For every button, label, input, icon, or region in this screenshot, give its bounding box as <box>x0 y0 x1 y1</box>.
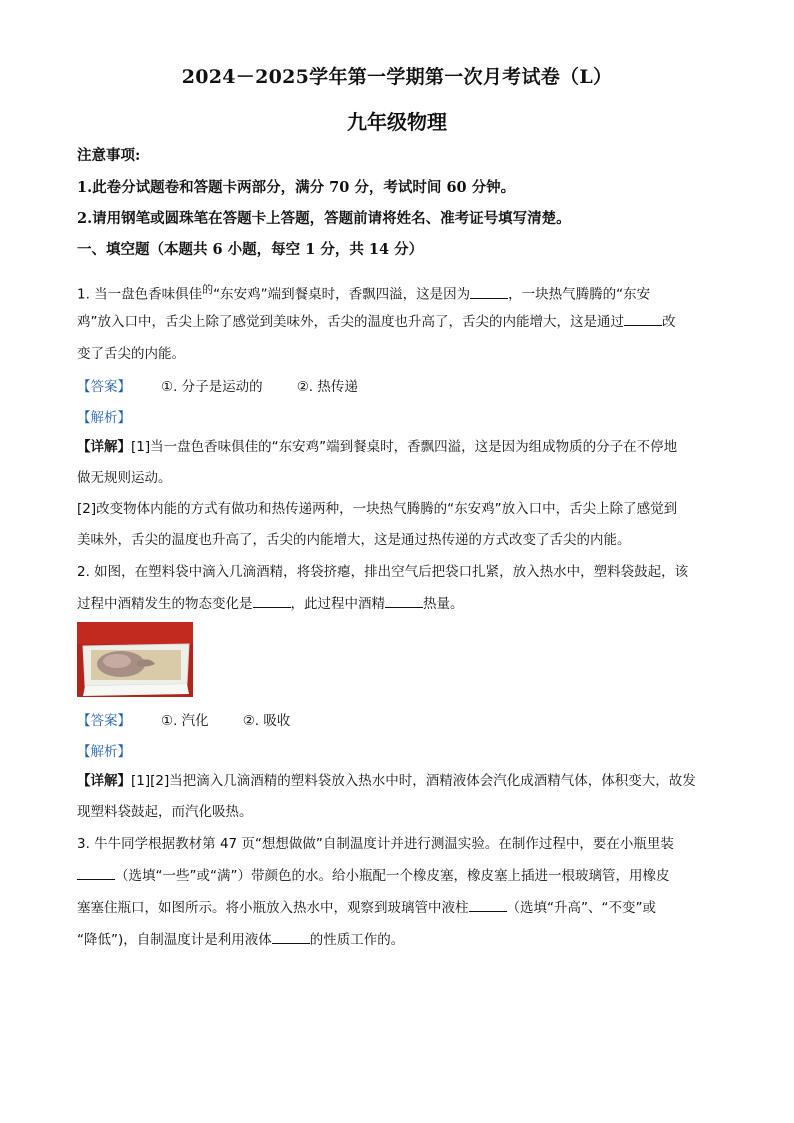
q2-blank-2[interactable] <box>385 594 423 608</box>
q1-line-2: 鸡”放入口中，舌尖上除了感觉到美味外，舌尖的温度也升高了，舌尖的内能增大，这是通过 改 <box>77 314 676 330</box>
q1-answer <box>77 375 392 395</box>
q2-detail-1b: 现塑料袋鼓起，而汽化吸热。 <box>77 804 253 820</box>
plastic-bag-photo <box>77 622 193 697</box>
q3-blank-3[interactable] <box>272 930 310 944</box>
q2-answer: 【答案】 ①. 汽化 ②. 吸收 <box>77 713 291 729</box>
note-item-1: 1.此卷分试题卷和答题卡两部分，满分 70 分，考试时间 60 分钟。 <box>77 179 516 196</box>
q3-line-2: （选填“一些”或“满”）带颜色的水。给小瓶配一个橡皮塞，橡皮塞上插进一根玻璃管，用橡皮 <box>77 866 717 886</box>
q3-line-3: 塞塞住瓶口，如图所示。将小瓶放入热水中，观察到玻璃管中液柱 （选填“升高”、“不变”或 <box>77 900 656 916</box>
q3-line-4: “降低”)，自制温度计是利用液体 的性质工作的。 <box>77 932 405 948</box>
exam-subject: 九年级物理 <box>347 110 447 134</box>
q3-blank-1[interactable] <box>77 866 115 880</box>
q1-detail-1: 【详解】[1]当一盘色香味俱佳的“东安鸡”端到餐桌时，香飘四溢，这是因为组成物质的分子在不停地 <box>77 439 678 455</box>
note-item-2: 2.请用钢笔或圆珠笔在答题卡上答题，答题前请将姓名、准考证号填写清楚。 <box>77 210 571 227</box>
q3-line-1: 3. 牛牛同学根据教材第 47 页“想想做做”自制温度计并进行测温实验。在制作过程中，要在小瓶里装 <box>77 836 674 852</box>
q1-line-3: 变了舌尖的内能。 <box>77 346 185 362</box>
notes-heading: 注意事项: <box>77 147 141 164</box>
q1-detail-1b: 做无规则运动。 <box>77 470 172 486</box>
q2-blank-1[interactable] <box>253 594 291 608</box>
section-heading: 一、填空题（本题共 6 小题，每空 1 分，共 14 分） <box>77 241 424 258</box>
q1-blank-1[interactable] <box>470 285 508 299</box>
q2-analysis-tag: 【解析】 <box>77 744 131 760</box>
answer-tag: 【答案】 <box>77 379 131 395</box>
q1-answer-2: ②. 热传递 <box>296 379 358 395</box>
q2-line-1: 2. 如图，在塑料袋中滴入几滴酒精，将袋挤瘪，排出空气后把袋口扎紧，放入热水中，塑料袋鼓起，该 <box>77 564 689 580</box>
q2-line-2: 过程中酒精发生的物态变化是 ，此过程中酒精 热量。 <box>77 596 464 612</box>
q1-detail-2b: 美味外，舌尖的温度也升高了，舌尖的内能增大，这是通过热传递的方式改变了舌尖的内能。 <box>77 532 631 548</box>
q2-answer-1: ①. 汽化 <box>161 713 209 729</box>
q1-blank-2[interactable] <box>624 312 662 326</box>
q2-detail-1: 【详解】[1][2]当把滴入几滴酒精的塑料袋放入热水中时，酒精液体会汽化成酒精气体，体积变大，故发 <box>77 773 696 789</box>
tray-with-bag-icon <box>77 622 193 697</box>
q3-blank-2[interactable] <box>469 898 507 912</box>
q1-detail-2: [2]改变物体内能的方式有做功和热传递两种，一块热气腾腾的“东安鸡”放入口中，舌尖上除了感觉到 <box>77 501 678 517</box>
q1-line-1: 1. 当一盘色香味俱佳$^的$“东安鸡”端到餐桌时，香飘四溢，这是因为 ，一块热气腾腾的“东安 <box>77 283 651 303</box>
q1-analysis-tag: 【解析】 <box>77 410 131 426</box>
q2-answer-2: ②. 吸收 <box>242 713 291 729</box>
q1-answer-1: ①. 分子是运动的 <box>161 379 263 395</box>
exam-title: 2024－2025学年第一学期第一次月考试卷（L） <box>181 66 613 88</box>
